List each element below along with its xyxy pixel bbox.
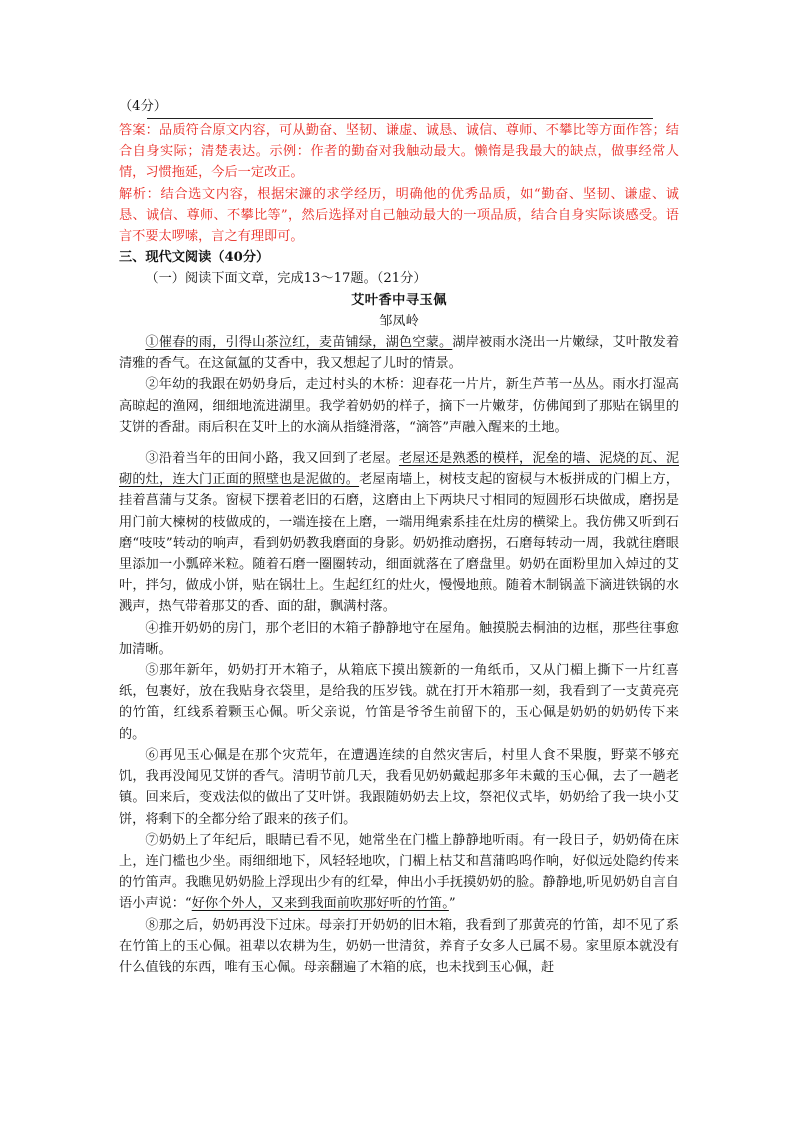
analysis-text: 解析：结合选文内容，根据宋濂的求学经历，明确他的优秀品质，如“勤奋、坚韧、谦虚、诚恳、诚信、尊师、不攀比等”，然后选择对自己触动最大的一项品质，结合自身实际谈感受。语言不要太啰嗦，言之有理即可。 — [119, 186, 679, 245]
answer-text: 答案：品质符合原文内容，可从勤奋、坚韧、谦虚、诚恳、诚信、尊师、不攀比等方面作答；结合自身实际；清楚表达。示例：作者的勤奋对我触动最大。懒惰是我最大的缺点，做事经常人情，习惯拖延，今后一定改正。 — [119, 123, 679, 181]
paragraph-7 — [119, 830, 679, 915]
document-page — [119, 96, 679, 978]
paragraph-3-underlined: 老屋还是熟悉的模样，泥垒的墙、泥烧的瓦、泥砌的灶，连大门正面的照壁也是泥做的。 — [119, 451, 680, 488]
paragraph-8: ⑧那之后，奶奶再没下过床。母亲打开奶奶的旧木箱，我看到了那黄亮的竹笛，却不见了系在竹笛上的玉心佩。祖辈以农耕为生，奶奶一世清贫，养育子女多人已属不易。家里原本就没有什么值钱的东西，唯有玉心佩。母亲翻遍了木箱的底，也未找到玉心佩，赶 — [119, 917, 679, 975]
paragraph-3-start: ③沿着当年的田间小路，我又回到了老屋。 — [145, 451, 399, 467]
article-title: 艾叶香中寻玉佩 — [351, 292, 447, 308]
article-author: 邹凤岭 — [379, 313, 419, 329]
paragraph-gap — [119, 438, 679, 448]
paragraph-7-underlined: 好你个外人，又来到我面前吹那好听的竹笛。 — [191, 896, 449, 912]
paragraph-3 — [119, 448, 679, 618]
answer-line — [147, 118, 653, 119]
paragraph-1-underlined: ①催春的雨，引得山茶泣红，麦苗铺绿，湖色空蒙。 — [145, 335, 453, 351]
paragraph-3-rest: 老屋南墙上，树枝支起的窗棂与木板拼成的门楣上方，挂着菖蒲与艾条。窗棂下摆着老旧的石磨，这磨由上下两块尺寸相同的短圆形石块做成，磨拐是用门前大楝树的枝做成的，一端连接在上磨，一端用绳索系挂在灶房的横梁上。我仿佛又听到石磨“吱吱”转动的响声，看到奶奶教我磨面的身影。奶奶推动磨拐，石磨每转动一周，我就往磨眼里添加一小瓢碎米粒。随着石磨一圈圈转动，细面就落在了磨盘里。奶奶在面粉里加入焯过的艾叶，拌匀，做成小饼，贴在锅壮上。生起红红的灶火，慢慢地煎。随着木制锅盖下滴进铁锅的水溅声，热气带着那艾的香、面的甜，飘满村落。 — [119, 472, 679, 615]
paragraph-2: ②年幼的我跟在奶奶身后，走过村头的木桥：迎春花一片片，新生芦苇一丛丛。雨水打湿高高晾起的渔网，细细地流进湖里。我学着奶奶的样子，摘下一片嫩芽，仿佛闻到了那贴在锅里的艾饼的香甜。雨后积在艾叶上的水滴从指缝滑落，“滴答”声融入醒来的土地。 — [119, 377, 679, 435]
paragraph-4: ④推开奶奶的房门，那个老旧的木箱子静静地守在屋角。触摸脱去桐油的边框，那些往事愈加清晰。 — [119, 620, 679, 657]
paragraph-1 — [119, 332, 679, 374]
paragraph-7-end: ” — [448, 896, 456, 912]
paragraph-1-rest: 湖岸被雨水浇出一片嫩绿，艾叶散发着清雅的香气。在这氤氲的艾香中，我又想起了儿时的情景。 — [119, 335, 680, 372]
paragraph-5: ⑤那年新年，奶奶打开木箱子，从箱底下摸出簇新的一角纸币，又从门楣上撕下一片红喜纸，包裹好，放在我贴身衣袋里，是给我的压岁钱。就在打开木箱那一刻，我看到了一支黄亮亮的竹笛，红线系着颗玉心佩。听父亲说，竹笛是爷爷生前留下的，玉心佩是奶奶的奶奶传下来的。 — [119, 663, 679, 742]
subsection-instruction: （一）阅读下面文章，完成13～17题。（21分） — [145, 271, 427, 287]
score-note: （4分） — [119, 99, 167, 114]
section-heading: 三、现代文阅读（40分） — [119, 250, 270, 266]
paragraph-6: ⑥再见玉心佩是在那个灾荒年，在遭遇连续的自然灾害后，村里人食不果腹，野菜不够充饥，我再没闻见艾饼的香气。清明节前几天，我看见奶奶戴起那多年未戴的玉心佩，去了一趟老镇。回来后，变戏法似的做出了艾叶饼。我跟随奶奶去上坟，祭祀仪式毕，奶奶给了我一块小艾饼，将剩下的全都分给了跟来的孩子们。 — [119, 747, 679, 827]
paragraph-7-start: ⑦奶奶上了年纪后，眼睛已看不见，她常坐在门槛上静静地听雨。有一段日子，奶奶倚在床上，连门槛也少坐。雨细细地下，风轻轻地吹，门楣上枯艾和菖蒲呜呜作响，好似远处隐约传来的竹笛声。我瞧见奶奶脸上浮现出少有的红晕，伸出小手抚摸奶奶的脸。静静地,听见奶奶自言自语小声说：“ — [119, 832, 679, 912]
